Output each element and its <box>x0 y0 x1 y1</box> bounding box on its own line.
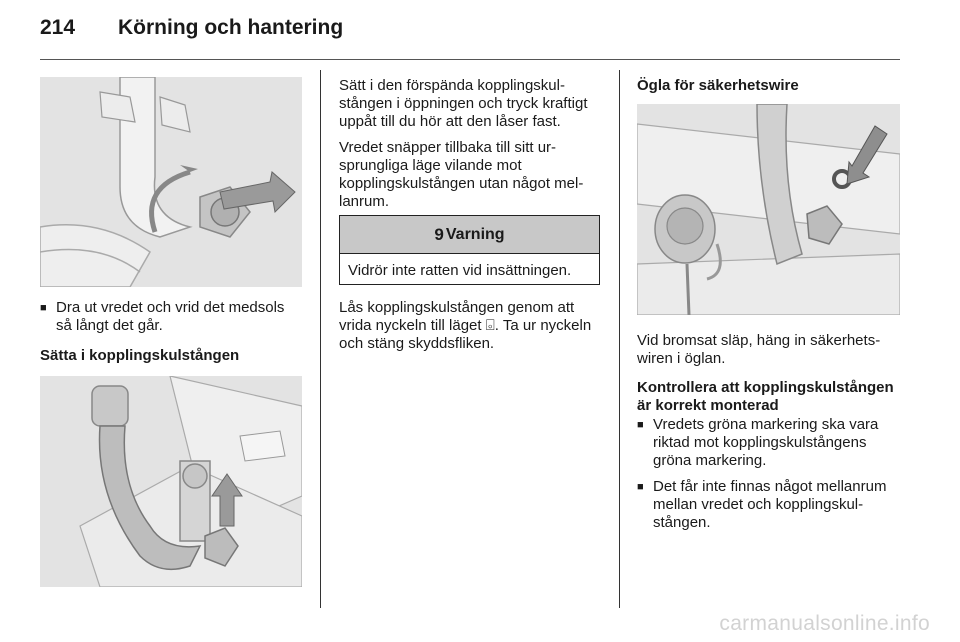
paragraph: Vredet snäpper tillbaka till sitt ursprungliga läge vilande mot kopplingskulstången utan något mellanrum. <box>339 139 584 210</box>
page-number: 214 <box>40 16 76 39</box>
safety-eyelet-drawing <box>637 104 900 315</box>
list-item <box>637 416 900 470</box>
list-item-text: Det får inte finnas något mellanrum mellan vredet och kopplingskulstången. <box>653 478 887 531</box>
bullet-marker: ■ <box>637 481 644 493</box>
warning-header <box>340 216 599 254</box>
paragraph-text: Lås kopplingskulstången genom att vrida nyckeln till läget <box>339 299 575 334</box>
lock-position-icon: ⌻ <box>485 317 495 334</box>
list-item <box>637 478 900 532</box>
section-heading: Sätta i kopplingskulstången <box>40 347 240 364</box>
warning-title: Varning <box>445 225 505 243</box>
column-divider-left <box>320 70 321 608</box>
knob-pull-drawing <box>40 77 302 287</box>
warning-box <box>339 215 600 285</box>
warning-body: Vidrör inte ratten vid insättningen. <box>348 262 572 279</box>
paragraph <box>339 299 603 353</box>
page-header <box>40 16 343 46</box>
column-divider-right <box>619 70 620 608</box>
paragraph: Sätt i den förspända kopplingskulstången i öppningen och tryck kraftigt uppåt till du hör att den låser fast. <box>339 77 588 130</box>
illustration-safety-eyelet <box>637 104 900 315</box>
list-item-text: Dra ut vredet och vrid det medsols så långt det går. <box>56 299 285 334</box>
warning-icon: 9 <box>434 224 444 244</box>
list-item-text: Vredets gröna markering ska vara riktad mot kopplingskulstångens gröna markering. <box>653 416 879 469</box>
ball-bar-drawing <box>40 376 302 587</box>
paragraph: Vid bromsat släp, häng in säkerhetswiren i öglan. <box>637 332 881 367</box>
page-title: Körning och hantering <box>118 16 344 39</box>
middle-column-text <box>339 77 601 219</box>
bullet-marker: ■ <box>637 419 644 431</box>
list-item <box>40 299 302 335</box>
watermark: carmanualsonline.info <box>719 612 930 635</box>
check-list <box>637 416 900 532</box>
paragraph-text: . Ta ur nyckeln och stäng skyddsfliken. <box>339 317 592 352</box>
header-rule <box>40 59 900 60</box>
section-heading: Ögla för säkerhetswire <box>637 77 799 94</box>
bullet-marker: ■ <box>40 302 47 314</box>
illustration-ball-bar-insert <box>40 376 302 587</box>
section-heading: Kontrollera att kopplingskulstången är korrekt monterad <box>637 379 894 414</box>
illustration-knob-pull <box>40 77 302 287</box>
